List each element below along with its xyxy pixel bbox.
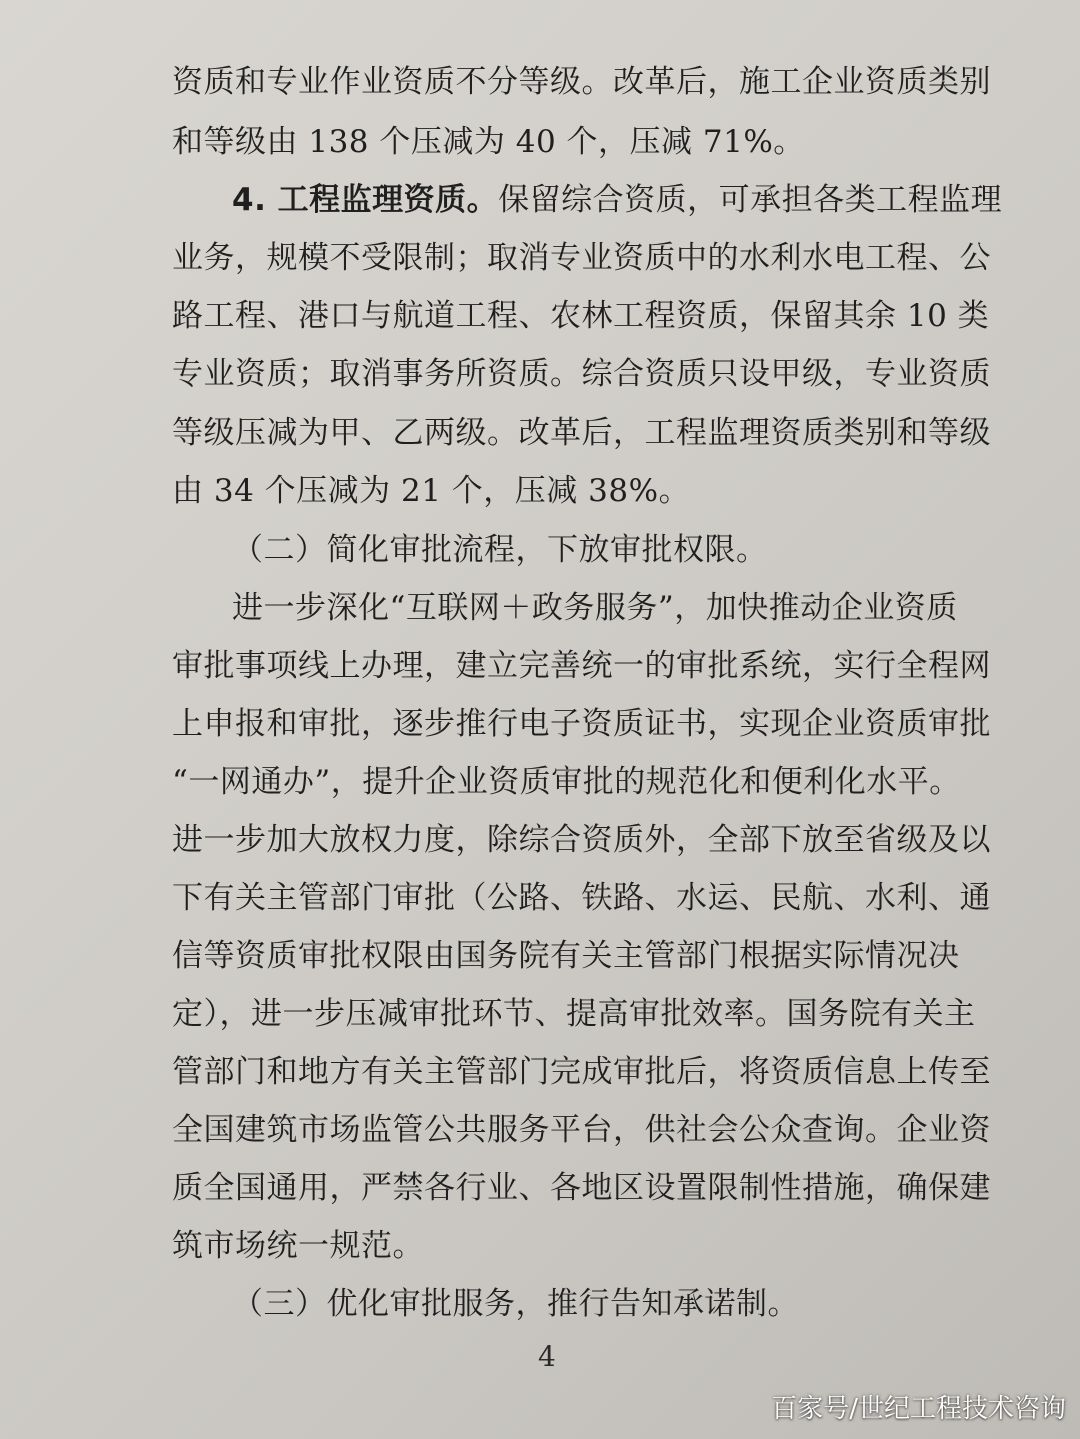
page-number: 4 [538,1340,556,1373]
text-line-13: “一网通办”，提升企业资质审批的规范化和便利化水平。 [172,764,961,800]
text-line-4: 业务，规模不受限制；取消专业资质中的水利水电工程、公 [172,240,991,276]
text-line-21: 筑市场统一规范。 [172,1228,424,1264]
text-line-2: 和等级由 138 个压减为 40 个，压减 71%。 [172,124,805,160]
section-4-text: 保留综合资质，可承担各类工程监理 [498,182,1003,218]
section-4-title: 4. 工程监理资质。 [232,182,499,218]
watermark-text: 百家号/世纪工程技术咨询 [771,1394,1066,1424]
text-line-15: 下有关主管部门审批（公路、铁路、水运、民航、水利、通 [172,880,991,916]
text-line-5: 路工程、港口与航道工程、农林工程资质，保留其余 10 类 [172,298,990,334]
text-line-10: 进一步深化“互联网＋政务服务”，加快推动企业资质 [232,590,958,626]
subheading-three: （三）优化审批服务，推行告知承诺制。 [232,1286,799,1322]
text-line-6: 专业资质；取消事务所资质。综合资质只设甲级，专业资质 [172,356,991,392]
text-line-7: 等级压减为甲、乙两级。改革后，工程监理资质类别和等级 [172,415,991,451]
text-line-8: 由 34 个压减为 21 个，压减 38%。 [172,473,691,509]
subheading-two: （二）简化审批流程，下放审批权限。 [232,532,768,568]
text-line-12: 上申报和审批，逐步推行电子资质证书，实现企业资质审批 [172,706,991,742]
text-line-11: 审批事项线上办理，建立完善统一的审批系统，实行全程网 [172,648,991,684]
text-line-20: 质全国通用，严禁各行业、各地区设置限制性措施，确保建 [172,1170,991,1206]
text-line-16: 信等资质审批权限由国务院有关主管部门根据实际情况决 [172,938,960,974]
text-line-14: 进一步加大放权力度，除综合资质外，全部下放至省级及以 [172,822,991,858]
text-line-19: 全国建筑市场监管公共服务平台，供社会公众查询。企业资 [172,1112,991,1148]
text-line-18: 管部门和地方有关主管部门完成审批后，将资质信息上传至 [172,1054,991,1090]
text-line-3 [232,180,1003,220]
text-line-1: 资质和专业作业资质不分等级。改革后，施工企业资质类别 [172,64,991,100]
text-line-17: 定），进一步压减审批环节、提高审批效率。国务院有关主 [172,996,976,1032]
